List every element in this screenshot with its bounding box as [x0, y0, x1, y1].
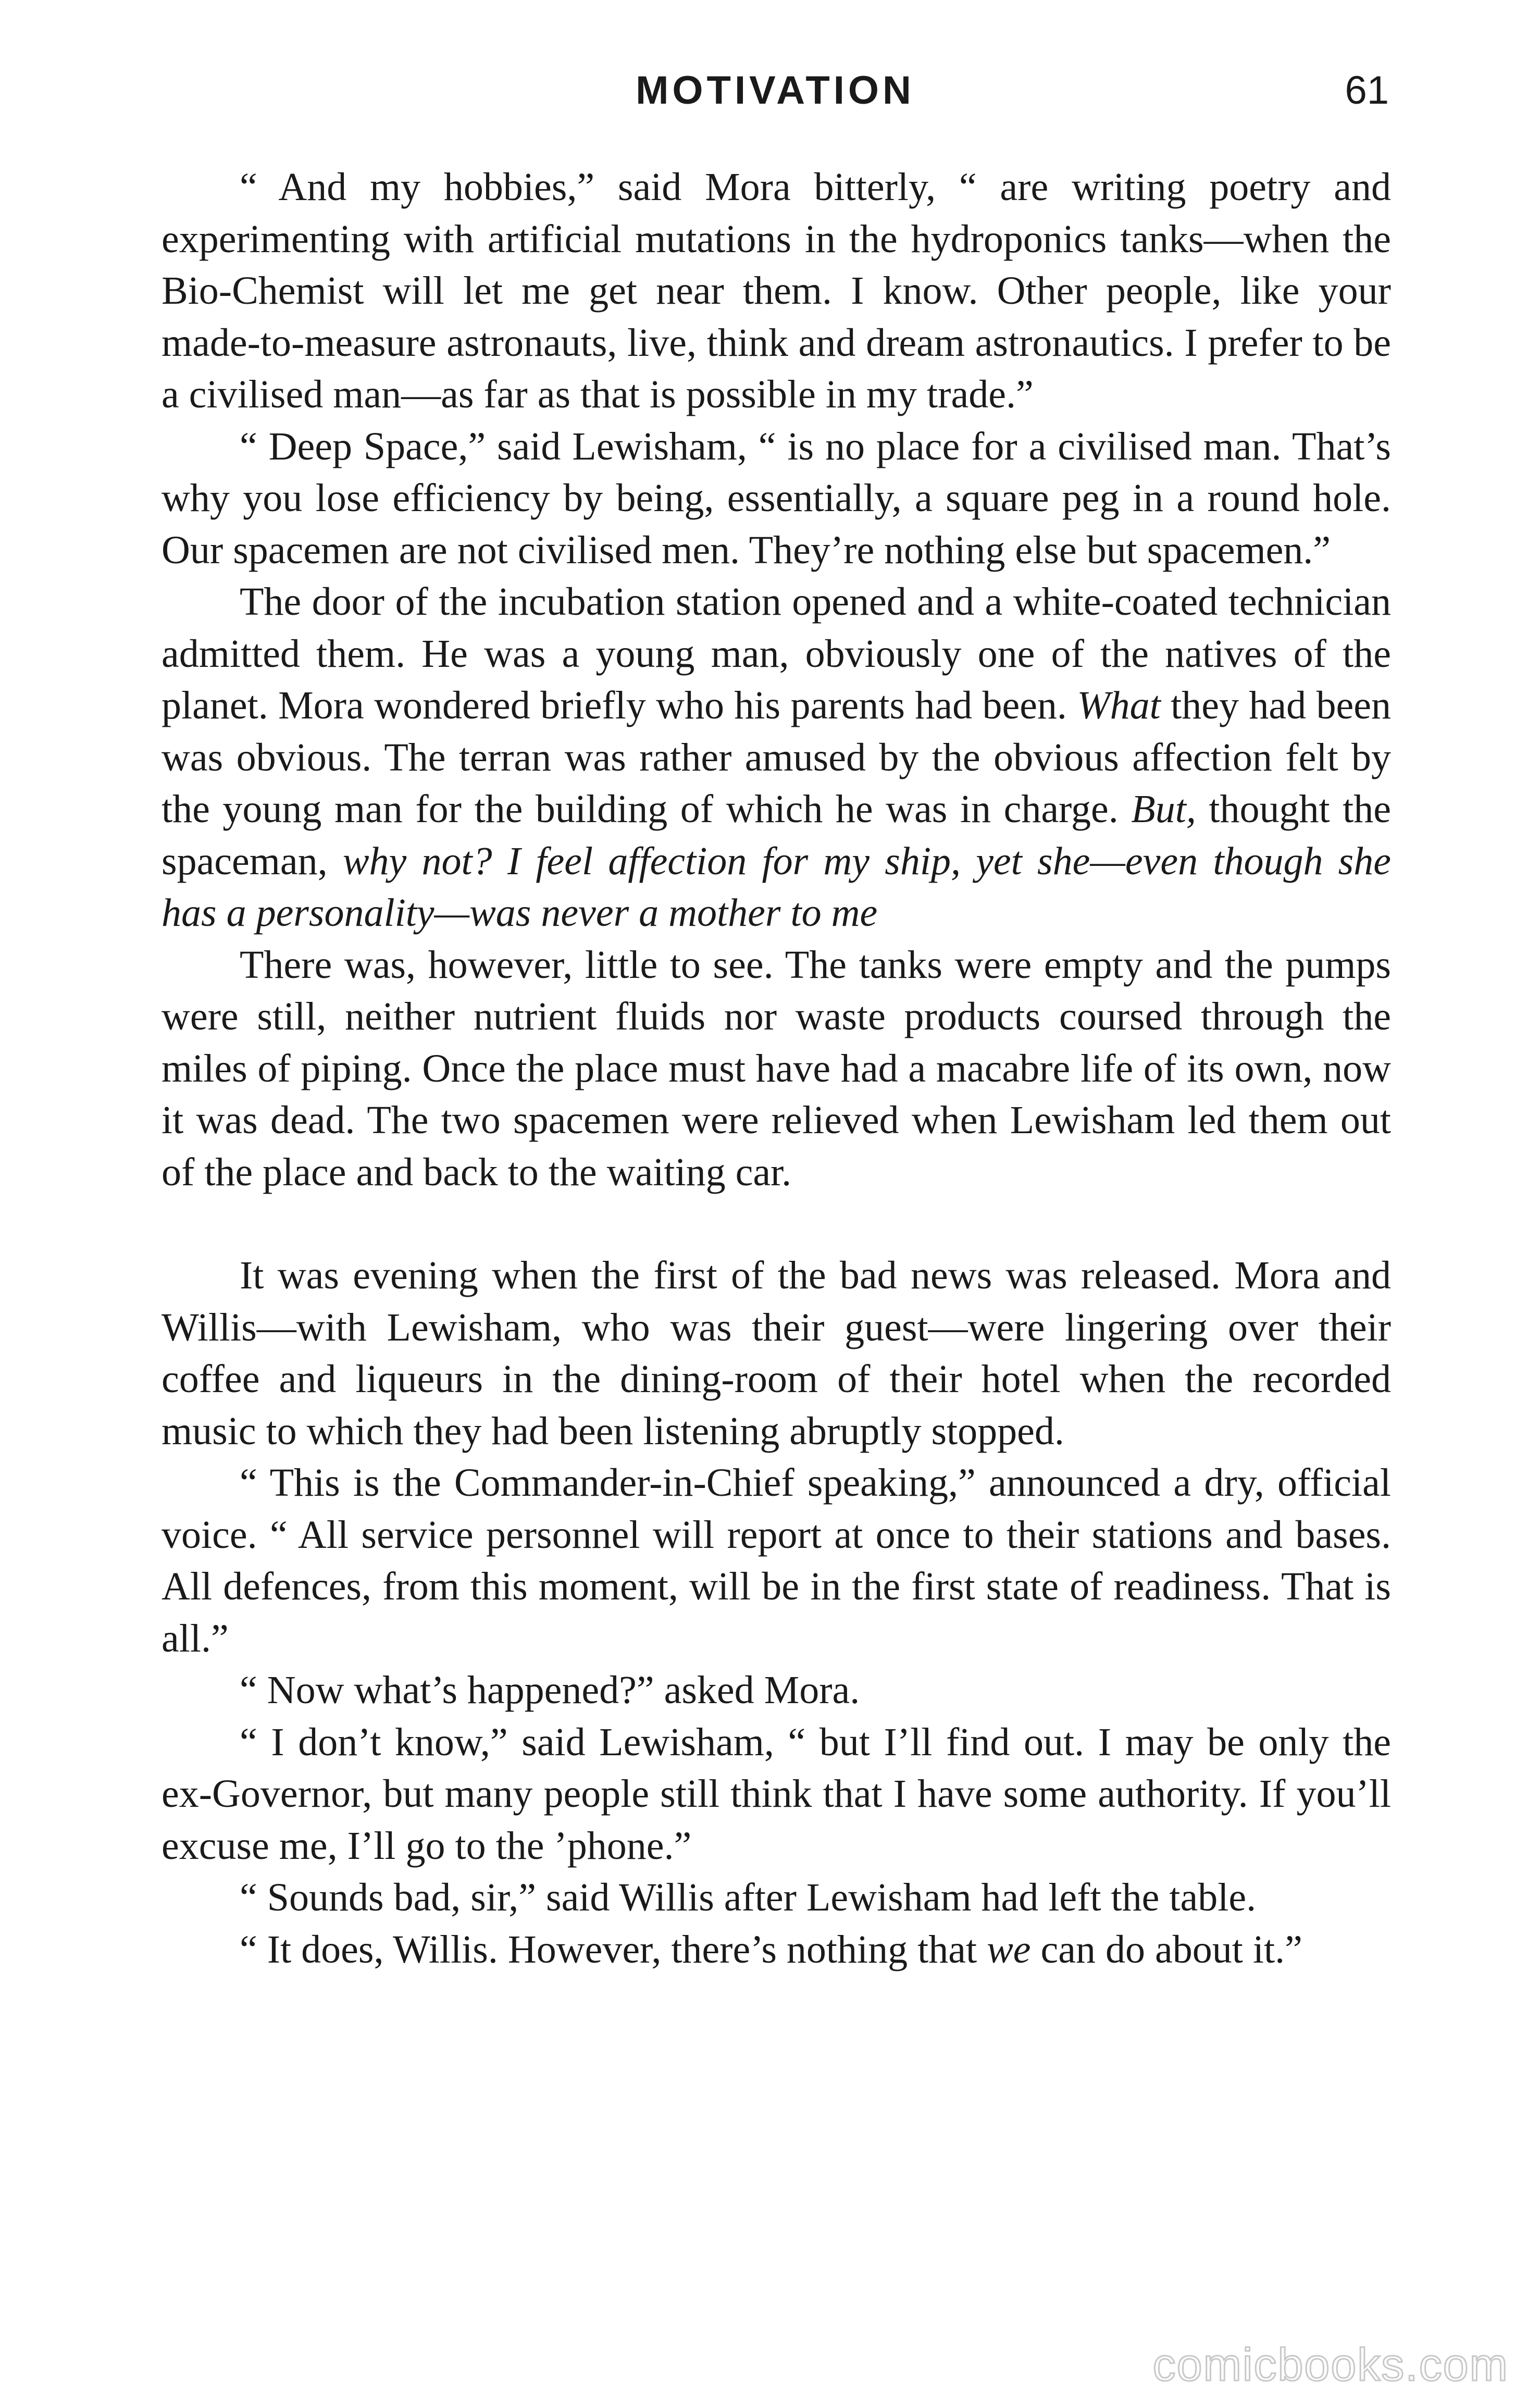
paragraph-incubation-station [162, 576, 1391, 939]
paragraph-commander-speaking: “ This is the Commander-in-Chief speaking,” announced a dry, official voice. “ All service personnel will report at once to their stations and bases. All defences, from this moment, will be in the first state of readiness. That is all.” [162, 1461, 1391, 1660]
paragraph-what-happened: “ Now what’s happened?” asked Mora. [240, 1668, 860, 1712]
watermark: comicbooks.com [1152, 2339, 1509, 2390]
italic-text-run: What [1077, 684, 1161, 727]
paragraph-text-run: can do about it.” [1030, 1927, 1302, 1971]
paragraph-text-run: The door of the incubation station opened and a white-coated technician admitted them. He was a young man, obviously one of the natives of the planet. Mora wondered briefly who his parents had been. [162, 580, 1391, 727]
paragraph-text-run: thought the spaceman, [162, 787, 1391, 883]
body-text [162, 162, 1391, 1976]
paragraph-sounds-bad: “ Sounds bad, sir,” said Willis after Lewisham had left the table. [240, 1876, 1257, 1919]
paragraph-bad-news: It was evening when the first of the bad news was released. Mora and Willis—with Lewisham, who was their guest—were lingering over their coffee and liqueurs in the dining-room of their hotel when the recorded music to which they had been listening abruptly stopped. [162, 1254, 1391, 1453]
paragraph-lewisham-phone: “ I don’t know,” said Lewisham, “ but I’ll find out. I may be only the ex-Governor, but many people still think that I have some authority. If you’ll excuse me, I’ll go to the ’phone.” [162, 1720, 1391, 1868]
paragraph-it-does [162, 1924, 1391, 1976]
chapter-title: MOTIVATION [636, 68, 915, 113]
italic-text-run: But, [1131, 787, 1196, 831]
paragraph-text-run: they had been was obvious. The terran was rather amused by the obvious affection felt by the young man for the building of which he was in charge. [162, 684, 1391, 831]
paragraph-deep-space: “ Deep Space,” said Lewisham, “ is no place for a civilised man. That’s why you lose efficiency by being, essentially, a square peg in a round hole. Our spacemen are not civilised men. They’re nothing else but spacemen.” [162, 424, 1391, 572]
italic-text-run: we [987, 1927, 1031, 1971]
running-header [162, 68, 1389, 125]
paragraph-text-run: “ It does, Willis. However, there’s nothing that [240, 1927, 987, 1971]
paragraph-mora-hobbies: “ And my hobbies,” said Mora bitterly, “ are writing poetry and experimenting with artificial mutations in the hydroponics tanks—when the Bio-Chemist will let me get near them. I know. Other people, like your made-to-measure astronauts, live, think and dream astronautics. I prefer to be a civilised man—as far as that is possible in my trade.” [162, 165, 1391, 416]
italic-text-run: why not? I feel affection for my ship, yet she—even though she has a personality—was never a mother to me [162, 839, 1391, 935]
page-number: 61 [1345, 68, 1389, 113]
paragraph-little-to-see: There was, however, little to see. The tanks were empty and the pumps were still, neither nutrient fluids nor waste products coursed through the miles of piping. Once the place must have had a macabre life of its own, now it was dead. The two spacemen were relieved when Lewisham led them out of the place and back to the waiting car. [162, 942, 1391, 1194]
